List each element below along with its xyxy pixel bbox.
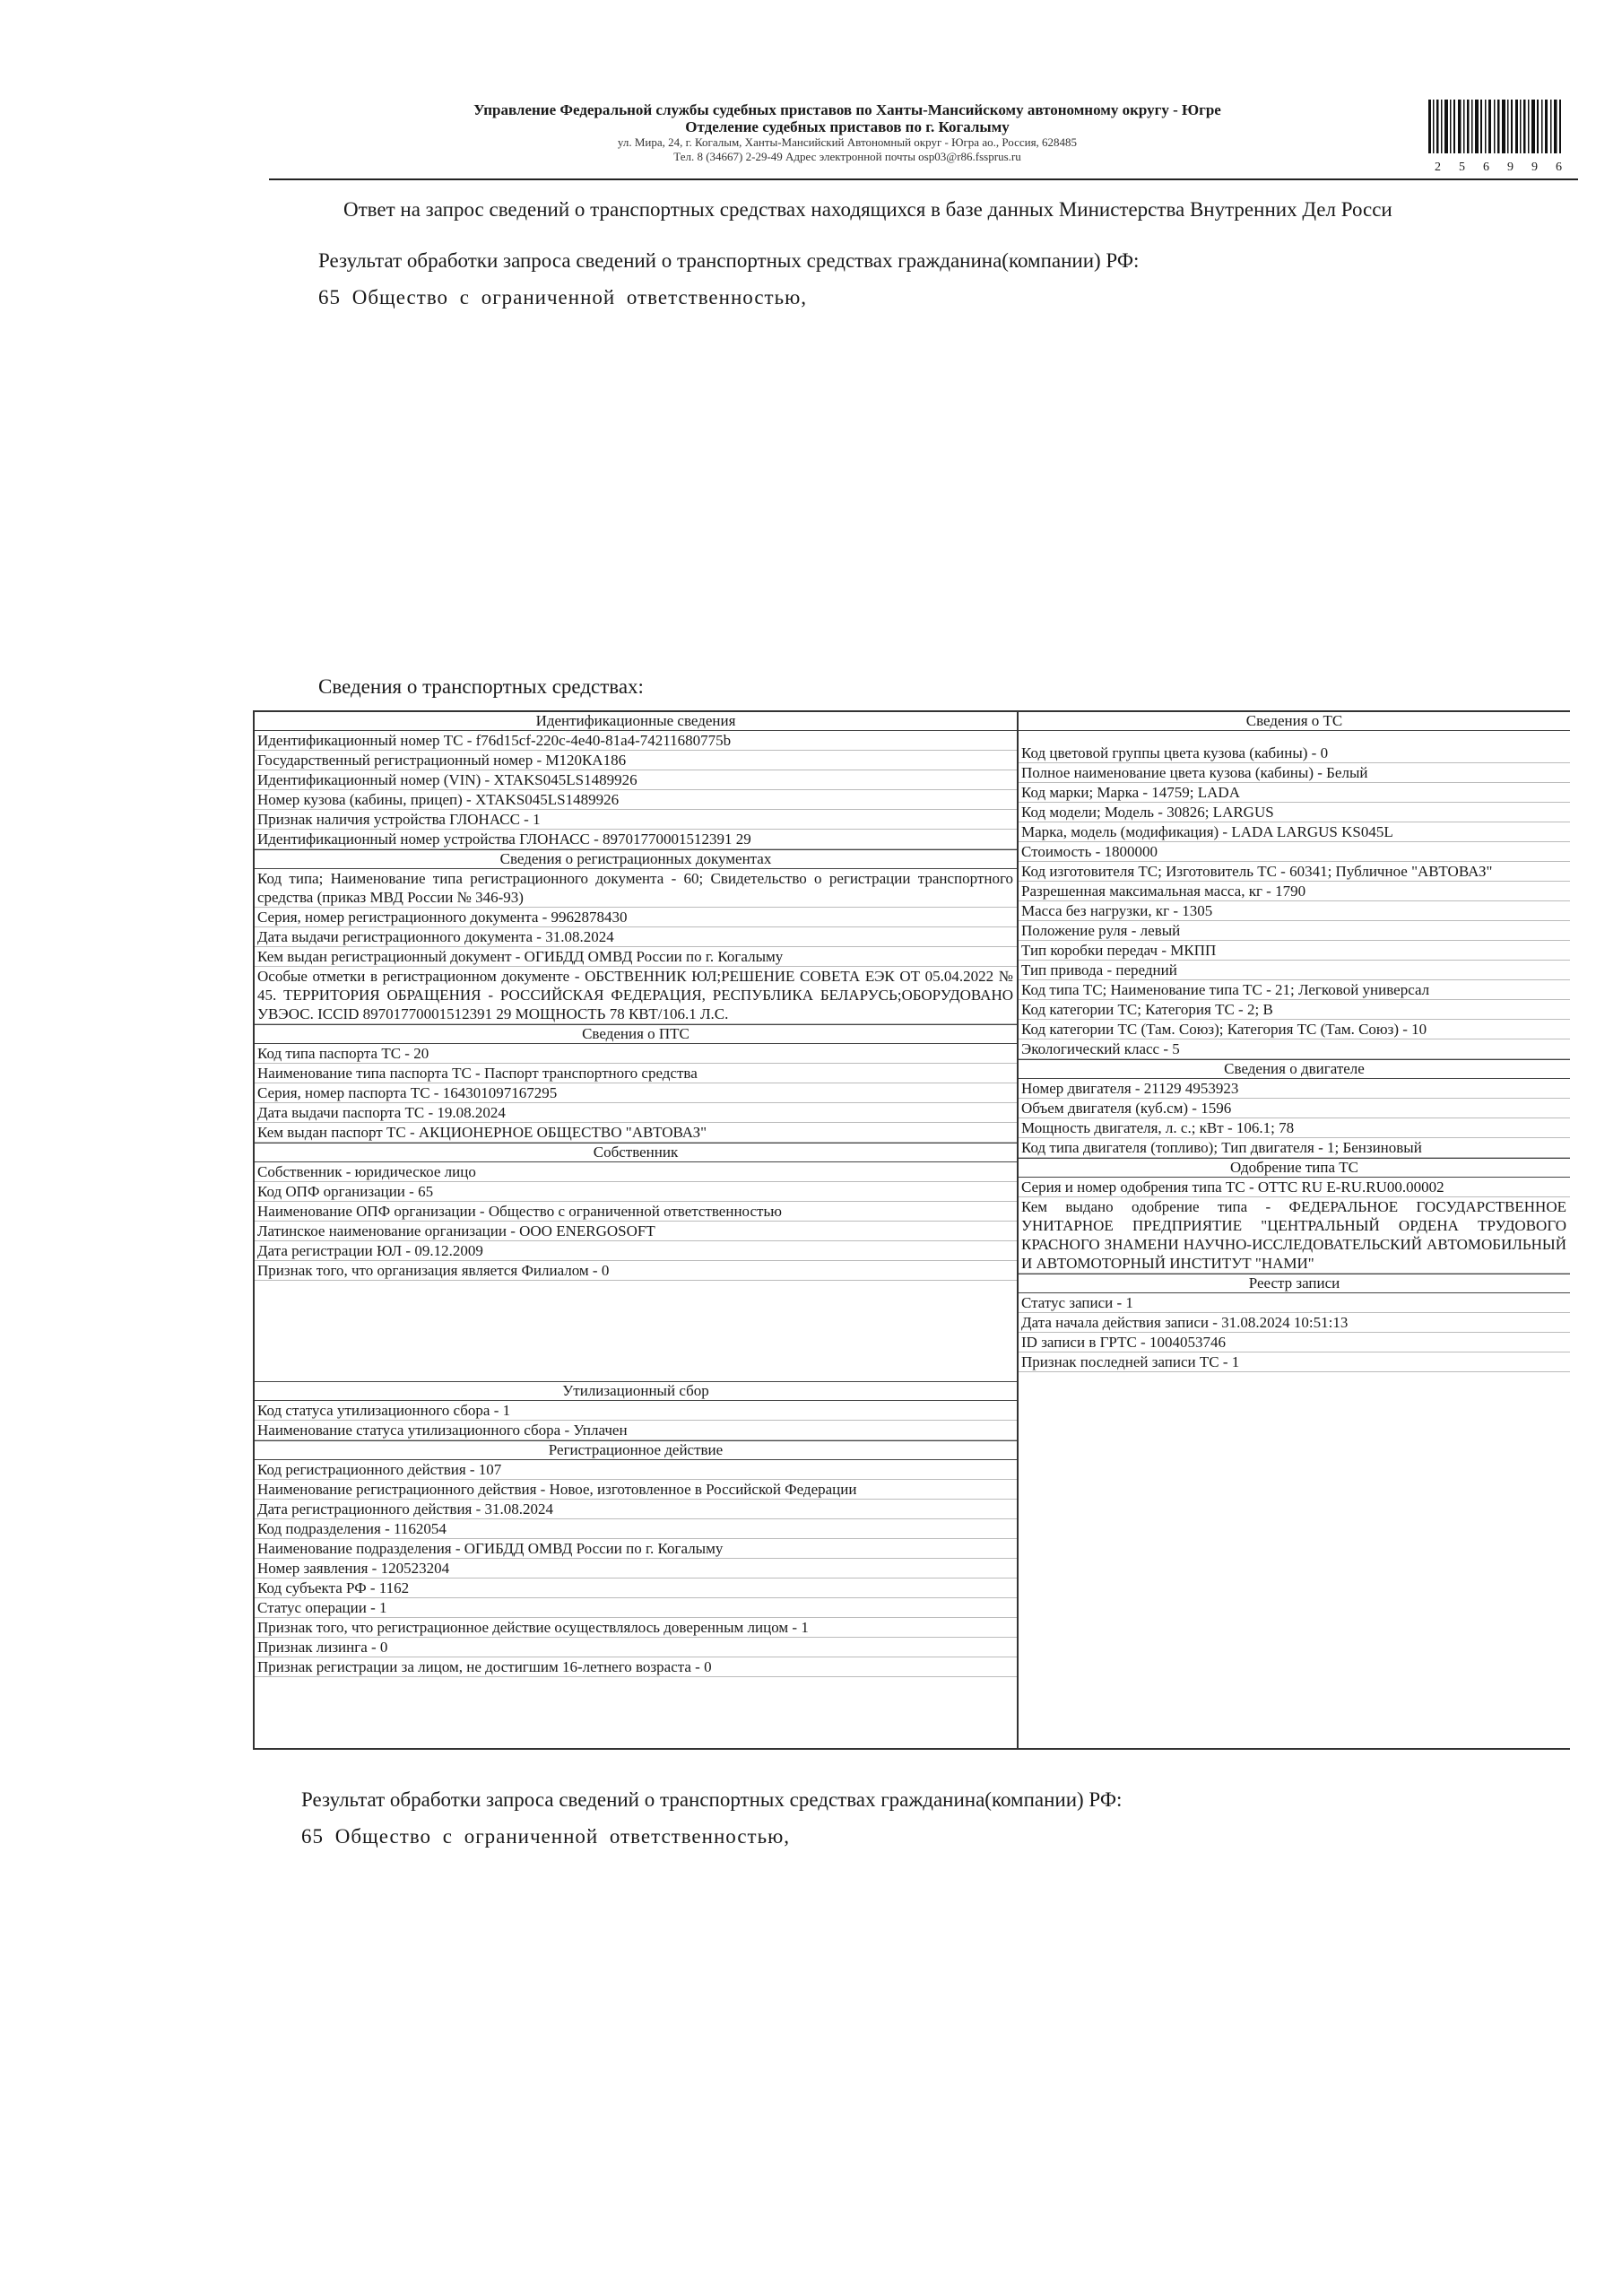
field-curb-mass: Масса без нагрузки, кг - 1305	[1019, 901, 1570, 921]
letterhead-agency: Управление Федеральной службы судебных приставов по Ханты-Мансийскому автономному округу - Югре	[473, 101, 1221, 118]
field-engine-volume: Объем двигателя (куб.см) - 1596	[1019, 1099, 1570, 1118]
field-region-code: Код субъекта РФ - 1162	[255, 1578, 1017, 1598]
field-doc-type: Код типа; Наименование типа регистрационного документа - 60; Свидетельство о регистрации транспортного средства (приказ МВД России № 346-93)	[255, 869, 1017, 908]
result-organization-repeat: 65 Общество с ограниченной ответственностью,	[301, 1825, 791, 1848]
field-model: Код модели; Модель - 30826; LARGUS	[1019, 803, 1570, 822]
field-division-code: Код подразделения - 1162054	[255, 1519, 1017, 1539]
letterhead-contacts: Тел. 8 (34667) 2-29-49 Адрес электронной почты osp03@r86.fssprus.ru	[673, 150, 1021, 163]
field-gearbox: Тип коробки передач - МКПП	[1019, 941, 1570, 961]
field-approval-number: Серия и номер одобрения типа ТС - ОТТС RU E-RU.RU00.00002	[1019, 1178, 1570, 1197]
block-vehicle-details	[1019, 712, 1570, 1060]
field-color-code: Код цветовой группы цвета кузова (кабины) - 0	[1019, 744, 1570, 763]
field-vehicle-id: Идентификационный номер ТС - f76d15cf-220c-4e40-81a4-74211680775b	[255, 731, 1017, 751]
result-heading-repeat: Результат обработки запроса сведений о транспортных средствах гражданина(компании) РФ:	[301, 1788, 1123, 1811]
letterhead	[332, 101, 1363, 164]
field-engine-fuel: Код типа двигателя (топливо); Тип двигателя - 1; Бензиновый	[1019, 1138, 1570, 1158]
field-action-date: Дата регистрационного действия - 31.08.2024	[255, 1500, 1017, 1519]
field-category: Код категории ТС; Категория ТС - 2; B	[1019, 1000, 1570, 1020]
field-category-customs: Код категории ТС (Там. Союз); Категория ТС (Там. Союз) - 10	[1019, 1020, 1570, 1039]
field-record-status: Статус записи - 1	[1019, 1293, 1570, 1313]
field-owner-type: Собственник - юридическое лицо	[255, 1162, 1017, 1182]
field-doc-date: Дата выдачи регистрационного документа - 31.08.2024	[255, 927, 1017, 947]
field-fee-status-code: Код статуса утилизационного сбора - 1	[255, 1401, 1017, 1421]
field-doc-number: Серия, номер регистрационного документа - 9962878430	[255, 908, 1017, 927]
field-body-number: Номер кузова (кабины, прицеп) - XTAKS045LS1489926	[255, 790, 1017, 810]
field-engine-number: Номер двигателя - 21129 4953923	[1019, 1079, 1570, 1099]
section-label: Сведения о транспортных средствах:	[318, 675, 644, 698]
field-steering: Положение руля - левый	[1019, 921, 1570, 941]
field-doc-issuer: Кем выдан регистрационный документ - ОГИБДД ОМВД России по г. Когалыму	[255, 947, 1017, 967]
document-title: Ответ на запрос сведений о транспортных средствах находящихся в базе данных Министерства Внутренних Дел Росси	[343, 198, 1392, 221]
field-vin: Идентификационный номер (VIN) - XTAKS045LS1489926	[255, 770, 1017, 790]
block-identification	[255, 712, 1017, 850]
result-heading: Результат обработки запроса сведений о транспортных средствах гражданина(компании) РФ:	[318, 249, 1140, 272]
block-pts	[255, 1025, 1017, 1144]
field-application-number: Номер заявления - 120523204	[255, 1559, 1017, 1578]
letterhead-department: Отделение судебных приставов по г. Когалыму	[685, 118, 1010, 135]
field-record-id: ID записи в ГРТС - 1004053746	[1019, 1333, 1570, 1352]
block-heading: Одобрение типа ТС	[1019, 1159, 1570, 1178]
field-pts-number: Серия, номер паспорта ТС - 164301097167295	[255, 1083, 1017, 1103]
right-column	[1019, 712, 1570, 1748]
header-divider	[269, 178, 1578, 180]
field-fee-status-name: Наименование статуса утилизационного сбора - Уплачен	[255, 1421, 1017, 1440]
letterhead-address: ул. Мира, 24, г. Когалым, Ханты-Мансийский Автономный округ - Югра ао., Россия, 628485	[617, 135, 1078, 149]
field-approval-issuer: Кем выдано одобрение типа - ФЕДЕРАЛЬНОЕ ГОСУДАРСТВЕННОЕ УНИТАРНОЕ ПРЕДПРИЯТИЕ "ЦЕНТРАЛЬНЫЙ ОРДЕНА ТРУДОВОГО КРАСНОГО ЗНАМЕНИ НАУЧНО-ИССЛЕДОВАТЕЛЬСКИЙ АВТОМОБИЛЬНЫЙ И АВТОМОТОРНЫЙ ИНСТИТУТ "НАМИ"	[1019, 1197, 1570, 1274]
block-type-approval	[1019, 1159, 1570, 1274]
barcode-number: 256996	[1435, 161, 1580, 174]
field-record-start: Дата начала действия записи - 31.08.2024 10:51:13	[1019, 1313, 1570, 1333]
field-eco-class: Экологический класс - 5	[1019, 1039, 1570, 1059]
field-manufacturer: Код изготовителя ТС; Изготовитель ТС - 60341; Публичное "АВТОВАЗ"	[1019, 862, 1570, 882]
block-heading: Собственник	[255, 1144, 1017, 1162]
field-max-mass: Разрешенная максимальная масса, кг - 1790	[1019, 882, 1570, 901]
result-organization: 65 Общество с ограниченной ответственностью,	[318, 286, 808, 309]
vehicle-info-table	[253, 710, 1570, 1750]
block-heading: Сведения о двигателе	[1019, 1060, 1570, 1079]
block-engine	[1019, 1060, 1570, 1159]
left-column	[255, 712, 1019, 1748]
block-heading: Регистрационное действие	[255, 1441, 1017, 1460]
block-heading: Реестр записи	[1019, 1274, 1570, 1293]
field-branch-flag: Признак того, что организация является Филиалом - 0	[255, 1261, 1017, 1281]
field-minor-flag: Признак регистрации за лицом, не достигшим 16-летнего возраста - 0	[255, 1657, 1017, 1677]
field-pts-date: Дата выдачи паспорта ТС - 19.08.2024	[255, 1103, 1017, 1123]
blank-space	[255, 1281, 1017, 1381]
field-vehicle-type: Код типа ТС; Наименование типа ТС - 21; Легковой универсал	[1019, 980, 1570, 1000]
field-operation-status: Статус операции - 1	[255, 1598, 1017, 1618]
field-division-name: Наименование подразделения - ОГИБДД ОМВД России по г. Когалыму	[255, 1539, 1017, 1559]
field-registration-date: Дата регистрации ЮЛ - 09.12.2009	[255, 1241, 1017, 1261]
field-glonass-id: Идентификационный номер устройства ГЛОНАСС - 89701770001512391 29	[255, 830, 1017, 849]
field-pts-type-code: Код типа паспорта ТС - 20	[255, 1044, 1017, 1064]
field-opf-code: Код ОПФ организации - 65	[255, 1182, 1017, 1202]
barcode-image	[1428, 100, 1563, 167]
field-color-name: Полное наименование цвета кузова (кабины) - Белый	[1019, 763, 1570, 783]
block-heading: Идентификационные сведения	[255, 712, 1017, 731]
blank-space	[1019, 731, 1570, 744]
field-last-record-flag: Признак последней записи ТС - 1	[1019, 1352, 1570, 1372]
field-leasing-flag: Признак лизинга - 0	[255, 1638, 1017, 1657]
block-heading: Сведения о ПТС	[255, 1025, 1017, 1044]
field-drive: Тип привода - передний	[1019, 961, 1570, 980]
block-heading: Сведения о ТС	[1019, 712, 1570, 731]
field-action-name: Наименование регистрационного действия - Новое, изготовленное в Российской Федерации	[255, 1480, 1017, 1500]
field-engine-power: Мощность двигателя, л. с.; кВт - 106.1; 78	[1019, 1118, 1570, 1138]
field-plate-number: Государственный регистрационный номер - М120КА186	[255, 751, 1017, 770]
field-opf-name: Наименование ОПФ организации - Общество с ограниченной ответственностью	[255, 1202, 1017, 1222]
field-cost: Стоимость - 1800000	[1019, 842, 1570, 862]
field-glonass-flag: Признак наличия устройства ГЛОНАСС - 1	[255, 810, 1017, 830]
block-owner	[255, 1144, 1017, 1382]
field-doc-notes: Особые отметки в регистрационном документе - ОБСТВЕННИК ЮЛ;РЕШЕНИЕ СОВЕТА ЕЭК ОТ 05.04.2022 № 45. ТЕРРИТОРИЯ ОБРАЩЕНИЯ - РОССИЙСКАЯ ФЕДЕРАЦИЯ, РЕСПУБЛИКА БЕЛАРУСЬ;ОБОРУДОВАНО УВЭОС. ICCID 89701770001512391 29 МОЩНОСТЬ 78 КВТ/106.1 Л.С.	[255, 967, 1017, 1024]
field-latin-name: Латинское наименование организации - ООО ENERGOSOFT	[255, 1222, 1017, 1241]
field-action-code: Код регистрационного действия - 107	[255, 1460, 1017, 1480]
block-registration-docs	[255, 850, 1017, 1025]
field-proxy-flag: Признак того, что регистрационное действие осуществлялось доверенным лицом - 1	[255, 1618, 1017, 1638]
field-brand: Код марки; Марка - 14759; LADA	[1019, 783, 1570, 803]
block-registration-action	[255, 1441, 1017, 1677]
field-modification: Марка, модель (модификация) - LADA LARGUS KS045L	[1019, 822, 1570, 842]
field-pts-issuer: Кем выдан паспорт ТС - АКЦИОНЕРНОЕ ОБЩЕСТВО "АВТОВАЗ"	[255, 1123, 1017, 1143]
block-heading: Сведения о регистрационных документах	[255, 850, 1017, 869]
block-registry-record	[1019, 1274, 1570, 1372]
block-heading: Утилизационный сбор	[255, 1382, 1017, 1401]
block-recycling-fee	[255, 1382, 1017, 1441]
field-pts-type-name: Наименование типа паспорта ТС - Паспорт транспортного средства	[255, 1064, 1017, 1083]
